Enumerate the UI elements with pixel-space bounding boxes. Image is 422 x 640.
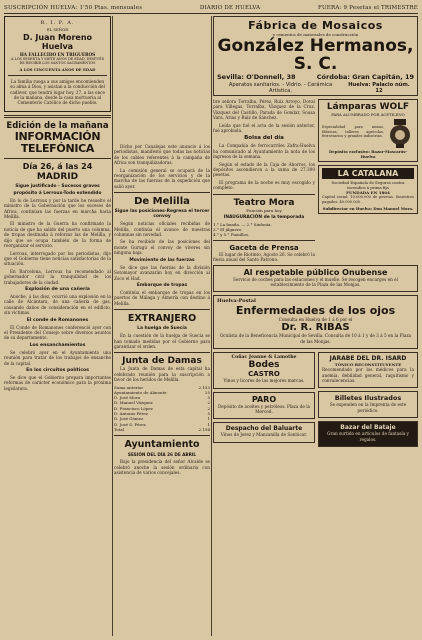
obituary-age: A LOS CINCUENTA AÑOS DE EDAD	[19, 66, 96, 72]
column-3	[213, 16, 418, 636]
farmacia-sub: TÓNICO RECONSTITUYENTE	[334, 362, 402, 368]
catalana-title: LA CATALANA	[322, 168, 414, 179]
donation-amount: 2.194	[198, 426, 210, 432]
bolsa-title: Bolsa del día	[244, 135, 284, 142]
donation-amount: 1	[207, 421, 210, 427]
column-rule	[211, 16, 212, 636]
subscription-out-info: FUERA: 9 Pesetas el TRIMESTRE	[317, 5, 418, 11]
donation-name: D. Francisco López	[114, 405, 153, 411]
col2-p2: La comisión general se ocupará de la reorganización de los servicios y de la marcha de las fuerzas de la expedición que salió ayer.	[114, 167, 210, 189]
ayuntamiento-sub: SESIÓN DEL DÍA 26 DE ABRIL	[127, 452, 197, 458]
lamparas-text: Especialidad para minas, fábricas, talleres agrícolas, ferroviarios y grandes industrias.	[322, 125, 384, 139]
obituary-body: La familia ruega a sus amigos encomienden su alma á Dios, y asistan a la conducción del cadáver, que tendrá lugar hoy, 27, a las once de la mañana, desde la casa mortuoria al Cementerio Católico de dicho pueblo.	[9, 78, 106, 106]
donation-amount: 5	[207, 395, 210, 401]
madrid-sub6: En los circuitos políticos	[26, 368, 89, 373]
donation-amount: 2.153	[198, 384, 210, 390]
extranjero-sub: La huelga de Suecia	[137, 326, 187, 332]
teatro-sub: INAUGURACIÓN de la temporada	[223, 214, 305, 220]
column-3-bottom-left	[213, 352, 315, 450]
ad-coñac	[213, 352, 315, 388]
ad-faro	[213, 392, 315, 420]
donation-amount: 1	[207, 416, 210, 422]
ojos-text: Oculista de la Beneficencia Municipal de Sevilla. Consulta de 10 á 1 y de 3 á 5 en la Plaza de las Monjas.	[219, 333, 412, 344]
dateline: Día 26, á las 24	[22, 161, 93, 171]
col2-p1: Dicho por Canalejas este anuncio á los periodistas, manifestó que todas las noticias de los cables referentes á la campaña de Africa son tranquilizadoras.	[114, 144, 210, 166]
section-title: INFORMACIÓN TELEFÓNICA	[14, 129, 101, 155]
obituary-pre: EL SEÑOR	[46, 27, 69, 32]
column-3-bottom-right	[318, 352, 418, 450]
billetes-title: Billetes Ilustrados	[334, 394, 402, 403]
ad-bottom	[318, 421, 418, 447]
ojos-brand: Huelva-Postal	[217, 298, 256, 305]
catalana-agent: Subdirector en Huelva: Don Manuel Mora.	[322, 206, 414, 212]
madrid-sub2: propósito á Lerroux-Todo extendido	[13, 190, 102, 196]
madrid-sub3: Explosión de una cañería	[25, 286, 90, 292]
despacho-text: Vinos de Jerez y Manzanilla de Sanlúcar.	[220, 432, 308, 438]
madrid-p2: El ministro de la Guerra ha confirmado la noticia de que ha salido del puerto una columna, de tropas destinada á reforzar las de Melilla, y dijo que se ocupa también de la forma de reorganizar el servicio.	[4, 221, 111, 249]
madrid-p8: Se dice que el Gobierno prepara importantes reformas de carácter económico para la próxima legislatura.	[4, 375, 111, 391]
column-2	[114, 16, 210, 636]
madrid-sub1: Sigue justificado - Sucesos graves	[15, 183, 100, 189]
program-item: 4.° y 5.° Pianillos.	[213, 231, 250, 237]
despacho-title: Despacho del Baluarte	[225, 425, 303, 433]
catalana-sub: Sociedad Española de Seguros contra incendios á prima fija	[331, 180, 405, 190]
donation-name: D. José Gómez	[114, 416, 144, 422]
donation-amount: 5	[207, 411, 210, 417]
donation-amount: 25	[204, 389, 210, 395]
ad-ojos	[213, 295, 418, 349]
mosaicos-title: Fábrica de Mosaicos	[248, 19, 383, 32]
col3-p3: La Compañía de ferrocarriles Zafra-Huelva ha comunicado al Ayuntamiento la nota de los ingresos de la semana.	[213, 143, 315, 160]
madrid-p3: Lerroux, interrogado por los periodistas, dijo que el Gobierno tiene noticias satisfactorias de la situación.	[4, 250, 111, 267]
coñac-title: Coñac Jeanne & Lamothe	[231, 355, 297, 361]
farmacia-text: Recomendado por los médicos para la anemia, debilidad general, raquitismo y convalecencias.	[322, 367, 414, 383]
madrid-p7: Se celebró ayer en el Ayuntamiento una reunión para tratar de los trabajos de ensanche de la capital.	[4, 349, 111, 366]
catalana-founded: FUNDADA EN 1864	[346, 190, 390, 195]
melilla-sub3: Embarque de tropas	[136, 282, 188, 288]
madrid-p5: Anoche, á las diez, ocurrió una explosión en la calle de Alcántara, de una cañería de gas, causando daños de consideración en el edificio, sin víctimas.	[4, 293, 111, 316]
obituary-died: HA FALLECIDO EN TRIGUEROS	[19, 52, 96, 57]
col2-p4: Se ha recibido de las posiciones del monte Gurugú el convoy de víveres sin ninguna baja.	[114, 239, 210, 256]
melilla-title: De Melilla	[134, 196, 190, 208]
ad-billetes	[318, 391, 418, 418]
ayuntamiento-title: Ayuntamiento	[124, 439, 200, 451]
ojos-doctor: Dr. R. RIBAS	[281, 322, 350, 334]
madrid-p6: El Conde de Romanones conferenció ayer con el Presidente del Consejo sobre diversos asuntos de su departamento.	[4, 324, 111, 341]
col2-p9: Bajo la presidencia del señor Alcalde se celebró anoche la sesión ordinaria con asistencia de varios concejales.	[114, 459, 210, 476]
coñac-sub: CASTRO	[248, 370, 280, 379]
farmacia-title: JARABE DEL DR. ISARD	[329, 355, 407, 363]
donation-row	[114, 427, 210, 432]
obituary-name: D. Juan Moreno Huelva	[22, 33, 93, 51]
column-3-left	[213, 99, 315, 265]
melilla-sub1: Sigue las posiciones-Regresa el tercer convoy	[114, 209, 210, 220]
col2-p5: Se dice que las fuerzas de la división Sotomayor avanzarán hoy en dirección al Zoco el Had.	[114, 264, 210, 281]
program-item: 3.° El jilguero.	[213, 226, 243, 232]
ad-lamparas	[318, 99, 418, 162]
donation-name: Total	[114, 426, 125, 432]
faro-text: Depósito de aceites y petróleos. Plaza de la Merced.	[217, 403, 311, 414]
donation-name: Suma anterior	[114, 384, 144, 390]
newspaper-name: DIARIO DE HUELVA	[199, 5, 261, 11]
mosaicos-huelva: Huelva: Palacio núm. 12	[348, 82, 410, 94]
mosaicos-city: Sevilla: O'Donnell, 38	[217, 73, 296, 81]
col3-p4: Según el estado de la Caja de Ahorros, los depósitos ascendieron a la suma de 27.300 pesetas.	[213, 161, 315, 178]
lamp-icon	[386, 117, 414, 149]
mosaicos-cordoba: Córdoba: Gran Capitán, 19	[316, 73, 414, 81]
ojos-title: Enfermedades de los ojos	[235, 304, 396, 318]
donation-list	[114, 385, 210, 433]
madrid-sub5: Los ensanchamientos	[29, 342, 86, 348]
subscription-info: SUSCRIPCIÓN HUELVA: 1'50 Ptas. mensuales	[4, 5, 143, 11]
faro-title: PARO	[251, 394, 277, 404]
masthead-bar	[4, 3, 418, 14]
coñac-brand: Bodes	[248, 360, 280, 371]
gaceta-title: Gaceta de Prensa	[229, 243, 299, 252]
donation-amount: 2	[207, 400, 210, 406]
bottom-title: Bazar del Bataje	[340, 424, 396, 432]
col2-p8: La Junta de Damas de esta capital ha celebrado reunión para la suscripción a favor de los heridos de Melilla.	[114, 366, 210, 383]
madrid-sub4: El conde de Romanones	[26, 317, 89, 323]
lamparas-title: Lámparas WOLF	[326, 102, 410, 112]
col3-p5: El programa de la noche es muy escogido y completo.	[213, 179, 315, 191]
column-1	[4, 16, 111, 636]
mosaicos-sub: y cementos de materiales de construcción	[272, 32, 359, 37]
col3-p6: El lugar de Riotinto, Agosto 26. Se celebró la fiesta anual del Santo Patrono.	[213, 251, 315, 263]
melilla-sub2: Movimiento de las fuerzas	[129, 257, 195, 263]
column-3-right	[318, 99, 418, 265]
donation-name: D. José S. Pérez	[114, 421, 146, 427]
obituary-box	[4, 16, 111, 112]
donation-name: Ayuntamiento de Almonte	[114, 389, 167, 395]
teatro-func: Función para hoy	[246, 207, 282, 213]
madrid-title: MADRID	[36, 171, 79, 182]
mosaicos-items: Aparatos sanitarios. - Vidrio. - Cerámica Artística.	[228, 82, 333, 94]
teatro-title: Teatro Mora	[233, 197, 295, 208]
teatro-program	[213, 222, 315, 237]
ad-despacho	[213, 422, 315, 442]
ad-omnibus	[213, 265, 418, 293]
donation-name: D. Antonio Pérez	[114, 411, 148, 417]
madrid-p4: En Barcelona, Lerroux ha recomendado al gobernador civil la tranquilidad de los trabajadores de la ciudad.	[4, 268, 111, 285]
omnibus-title: Al respetable público Onubense	[243, 267, 388, 277]
col2-p7: En la cuestión de la huelga de Suecia se han tomado medidas por el Gobierno para garantizar el orden.	[114, 333, 210, 349]
lamparas-sub: PARA ALUMBRADO POR ACETILENO	[331, 112, 405, 117]
col2-p3: Según noticias oficiales recibidas de Melilla, continúa el avance de nuestras columnas sin novedad.	[114, 221, 210, 238]
billetes-text: Se expenden en la Imprenta de este periódico.	[329, 402, 407, 413]
omnibus-text: Servicio de coches para las estaciones y el muelle. Se recogen encargos en el establecimiento de la Plaza de las Monjas.	[233, 276, 398, 287]
ad-farmacia	[318, 352, 418, 388]
column-rule	[112, 16, 113, 636]
bottom-text: Gran surtido en artículos de fantasía y regalos.	[327, 431, 409, 442]
edition-title: Edición de la mañana	[6, 120, 109, 131]
ojos-sub: Consulta en Huelva de 1 á 6 por el	[278, 317, 353, 323]
col3-p2: Leída que fué el acta de la sesión anterior, fué aprobada.	[213, 122, 315, 134]
donation-name: D. Manuel Vázquez	[114, 400, 153, 406]
coñac-text: Vinos y licores de las mejores marcas.	[223, 378, 305, 384]
catalana-text: Capital social: 10.000.000 de pesetas. Siniestros pagados: 40.000.000.	[322, 195, 414, 204]
obituary-blessing: A LOS SESENTA Y SIETE AÑOS DE EDAD, DESPUÉS DE RECIBIR LOS SANTOS SACRAMENTOS	[10, 57, 105, 66]
madrid-p1: En lo de Lerroux y por la tarde he resuelto el ministro de la Gobernación que los sucesos de Africa, continúan las fuerzas en marcha hacia Melilla.	[4, 197, 111, 220]
col3-p1: bre señora Torralba, Pérez, Ruiz Arroyo, Doval para Villegas, Torralba, Vázquez de la Cruz, Vázquez del Castillo, Parada de Gondar, Sousa Vara, Arias y Ruiz de Sánchez.	[213, 99, 315, 121]
ad-mosaicos	[213, 16, 418, 96]
donation-amount: 2	[207, 405, 210, 411]
program-item: 1.° La banda. — 2.° Sinfonía.	[213, 221, 272, 227]
donation-name: D. José Mora	[114, 395, 141, 401]
col2-p6: Continúa el embarque de tropas en los puertos de Málaga y Almería con destino á Melilla.	[114, 289, 210, 306]
mosaicos-brand: González Hermanos, S. C.	[217, 36, 414, 74]
lamparas-depot: Depósito exclusivo: Bazar-Mascarós-Huelva	[328, 149, 407, 159]
ad-catalana	[318, 165, 418, 214]
junta-title: Junta de Damas	[122, 356, 202, 367]
extranjero-title: EXTRANJERO	[127, 313, 197, 325]
obituary-rip: R. I. P. A.	[40, 20, 75, 26]
